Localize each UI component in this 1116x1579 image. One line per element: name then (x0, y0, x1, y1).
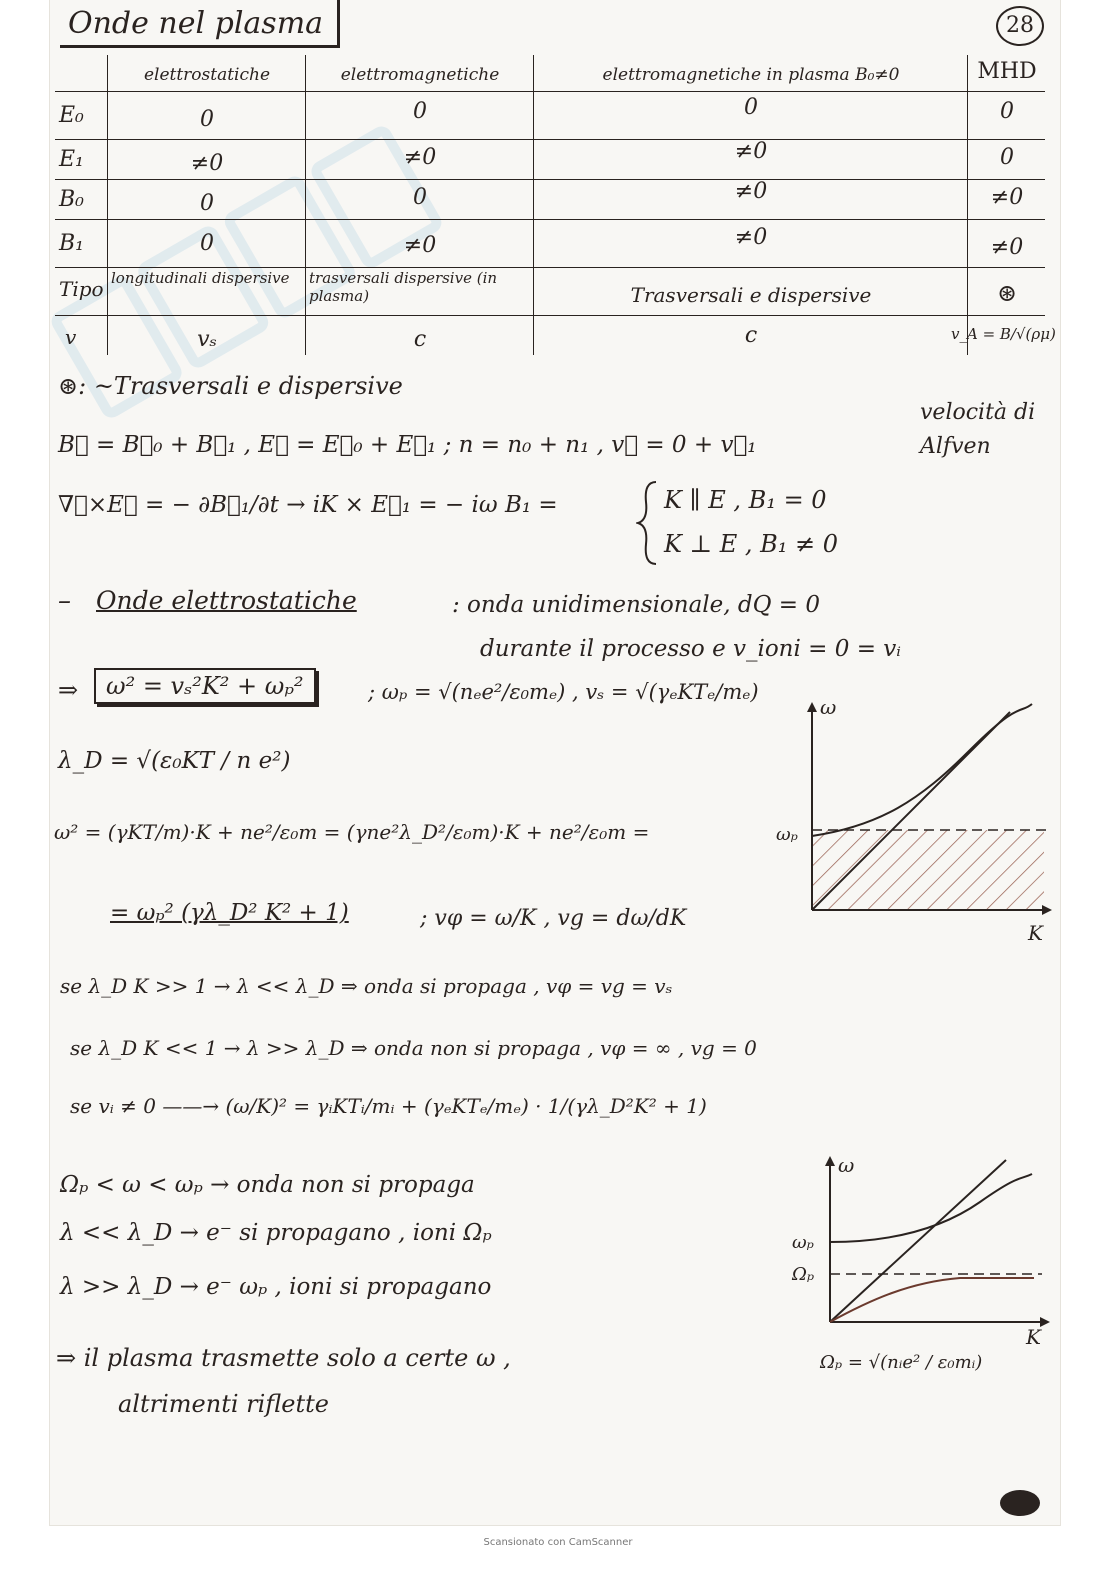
graph2-lower-label: Ωₚ (792, 1264, 815, 1285)
cell-type-em: trasversali dispersive (in plasma) (309, 269, 498, 305)
page-number: 28 (996, 6, 1044, 46)
long-wavelength-line: λ >> λ_D → e⁻ ωₚ , ioni si propagano (60, 1274, 492, 1300)
cutoff-line: Ωₚ < ω < ωₚ → onda non si propaga (60, 1172, 475, 1198)
eq-case-perp: K ⊥ E , B₁ ≠ 0 (664, 530, 839, 558)
cell-E1-es: ≠0 (190, 151, 224, 176)
brace-icon (636, 478, 660, 568)
graph1-y-label: ω (820, 695, 837, 719)
cell-v-emp: c (744, 323, 758, 348)
case-small-k: se λ_D K << 1 → λ >> λ_D ⇒ onda non si propaga , vφ = ∞ , vg = 0 (70, 1036, 757, 1060)
cell-v-em: c (413, 327, 427, 352)
cell-E0-es: 0 (200, 107, 214, 132)
bullet-dash: – (58, 586, 71, 616)
section-desc-2: durante il processo e v_ioni = 0 = vᵢ (480, 636, 901, 662)
cell-E0-mhd: 0 (1000, 99, 1014, 124)
cell-B0-em: 0 (413, 185, 427, 210)
cell-E1-emp: ≠0 (734, 139, 768, 164)
section-desc-1: : onda unidimensionale, dQ = 0 (452, 592, 820, 618)
scanner-footer: Scansionato con CamScanner (483, 1537, 633, 1548)
cell-type-es: longitudinali dispersive (111, 269, 290, 287)
ink-smudge (1000, 1490, 1040, 1516)
cell-E1-em: ≠0 (403, 145, 437, 170)
cell-E0-em: 0 (413, 99, 427, 124)
cell-B0-emp: ≠0 (734, 179, 768, 204)
eq-case-parallel: K ∥ E , B₁ = 0 (664, 486, 827, 514)
cell-B1-mhd: ≠0 (990, 235, 1024, 260)
star-note: ⊛: ~Trasversali e dispersive (58, 372, 403, 400)
row-label-B0: B₀ (59, 187, 84, 212)
cell-type-mhd: ⊛ (996, 279, 1018, 307)
alfven-note: velocità di Alfven (920, 400, 1036, 459)
cell-v-mhd: v_A = B/√(ρμ) (951, 325, 1056, 343)
implies-arrow: ⇒ (58, 676, 79, 704)
cell-E0-emp: 0 (744, 95, 758, 120)
header-mhd: MHD (977, 59, 1037, 84)
short-wavelength-line: λ << λ_D → e⁻ si propagano , ioni Ωₚ (60, 1220, 492, 1246)
row-label-E0: E₀ (59, 103, 84, 128)
row-label-B1: B₁ (59, 231, 84, 256)
phase-group-velocity: ; vφ = ω/K , vg = dω/dK (420, 906, 687, 931)
header-em-plasma: elettromagnetiche in plasma B₀≠0 (602, 65, 900, 85)
cell-B0-mhd: ≠0 (990, 185, 1024, 210)
plasma-freq-defs: ; ωₚ = √(nₑe²/ε₀mₑ) , vₛ = √(γₑKTₑ/mₑ) (368, 680, 759, 704)
graph2-x-label: K (1026, 1325, 1041, 1349)
ion-plasma-frequency: Ωₚ = √(nᵢe² / ε₀mᵢ) (820, 1352, 983, 1373)
conclusion-2: altrimenti riflette (118, 1390, 329, 1418)
case-ions-moving: se vᵢ ≠ 0 ——→ (ω/K)² = γᵢKTᵢ/mᵢ + (γₑKTₑ/mₑ) · 1/(γλ_D²K² + 1) (70, 1094, 707, 1118)
cell-B1-es: 0 (200, 231, 214, 256)
dispersion-graph-electrons (770, 690, 1060, 950)
row-label-E1: E₁ (59, 147, 84, 172)
cell-v-es: vₛ (197, 327, 217, 352)
graph1-level-label: ωₚ (776, 824, 798, 845)
eq-faraday: ∇⃗×E⃗ = − ∂B⃗₁/∂t → iK × E⃗₁ = − iω B₁ = (58, 492, 558, 518)
conclusion-1: ⇒ il plasma trasmette solo a certe ω , (56, 1344, 511, 1372)
graph2-upper-label: ωₚ (792, 1232, 814, 1253)
header-electrostatic: elettrostatiche (143, 65, 271, 85)
cell-E1-mhd: 0 (1000, 145, 1014, 170)
row-label-v: v (65, 325, 77, 349)
cell-B1-em: ≠0 (403, 233, 437, 258)
wave-table (55, 55, 1056, 365)
cell-B1-emp: ≠0 (734, 225, 768, 250)
omega-expansion: ω² = (γKT/m)·K + ne²/ε₀m = (γne²λ_D²/ε₀m)·K + ne²/ε₀m = (54, 820, 650, 844)
graph1-x-label: K (1028, 921, 1043, 945)
section-title: Onde elettrostatiche (96, 586, 357, 615)
graph2-y-label: ω (838, 1153, 855, 1177)
cell-B0-es: 0 (200, 191, 214, 216)
debye-length: λ_D = √(ε₀KT / n e²) (58, 748, 291, 774)
dispersion-graph-ions (780, 1150, 1060, 1350)
omega-result: = ωₚ² (γλ_D² K² + 1) (110, 900, 349, 926)
page-title: Onde nel plasma (60, 0, 340, 48)
row-label-type: Tipo (59, 277, 104, 301)
header-electromagnetic: elettromagnetiche (340, 65, 500, 85)
cell-type-emp: Trasversali e dispersive (630, 283, 872, 307)
case-large-k: se λ_D K >> 1 → λ << λ_D ⇒ onda si propaga , vφ = vg = vₛ (60, 974, 673, 998)
dispersion-relation: ω² = vₛ²K² + ωₚ² (94, 668, 316, 704)
eq-decomposition: B⃗ = B⃗₀ + B⃗₁ , E⃗ = E⃗₀ + E⃗₁ ; n = n₀ + n₁ , v⃗ = 0 + v⃗₁ (58, 432, 757, 458)
